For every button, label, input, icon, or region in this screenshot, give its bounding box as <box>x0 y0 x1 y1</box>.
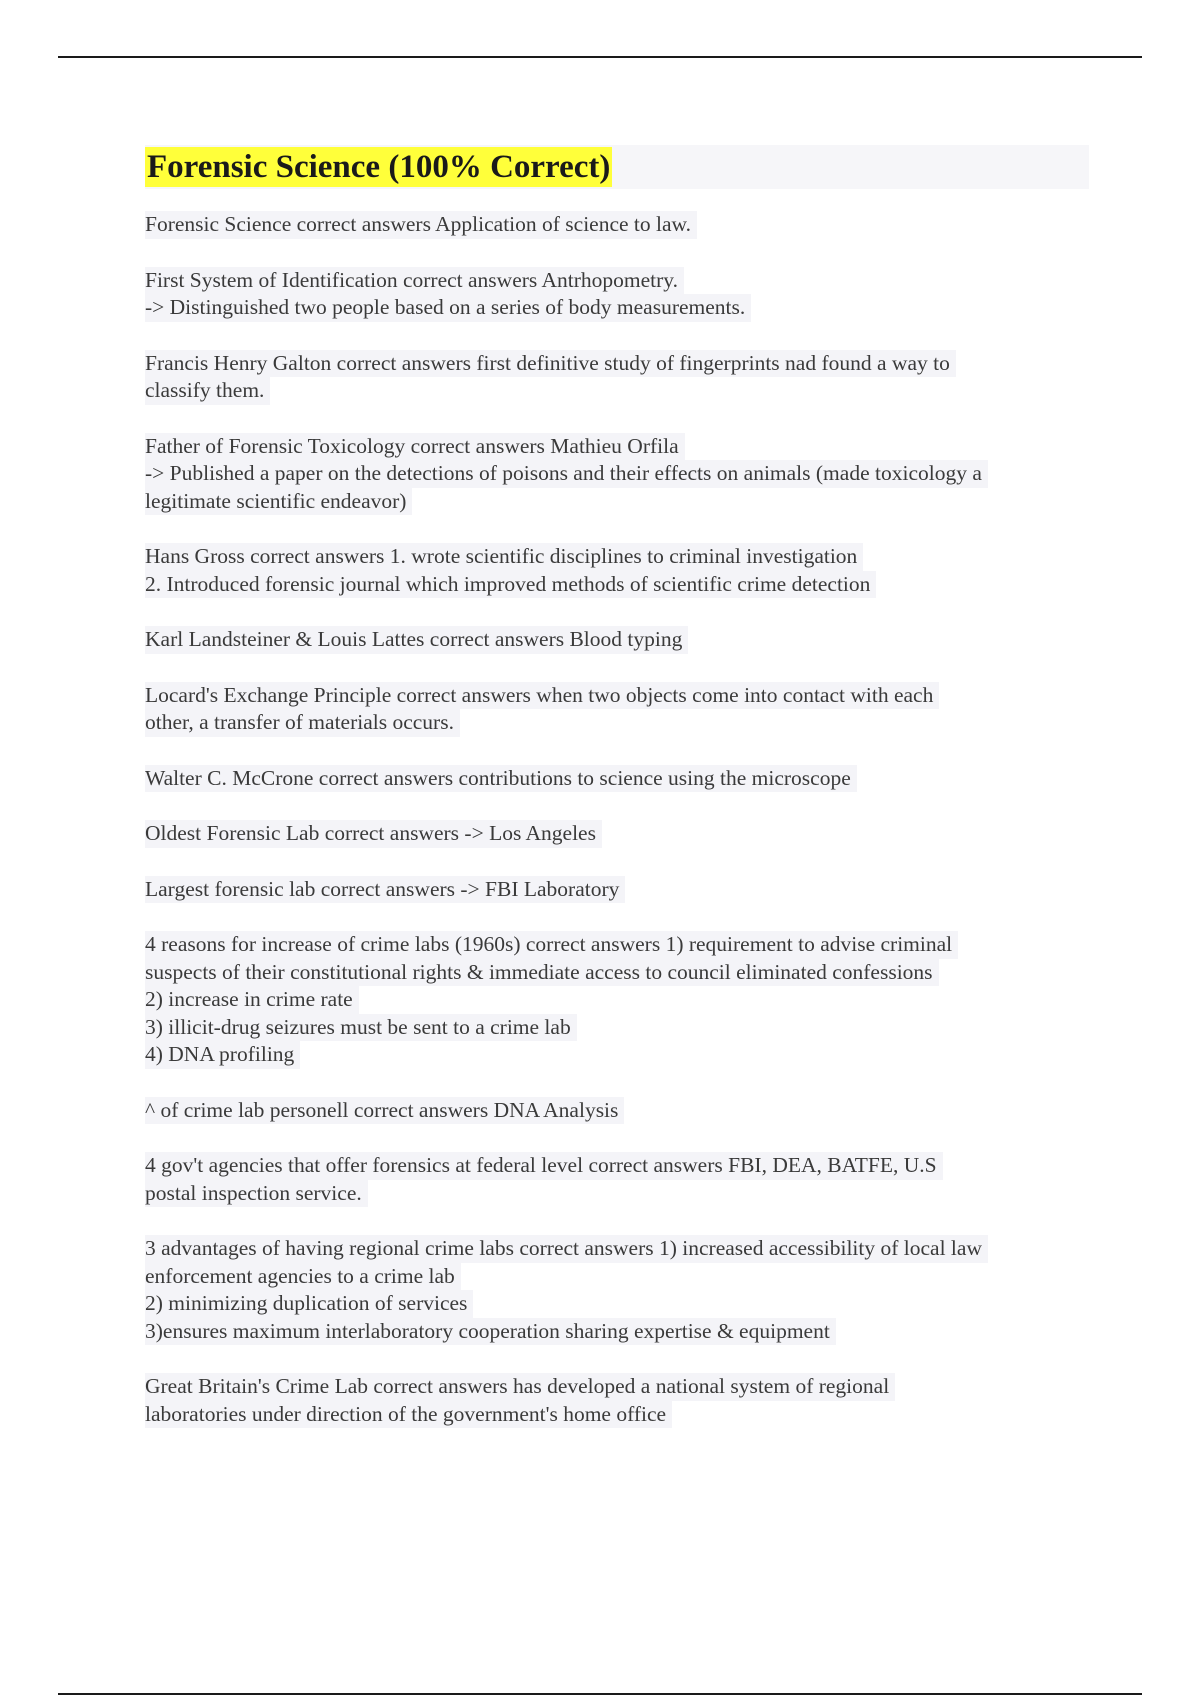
entry-line: -> Distinguished two people based on a series of body measurements. <box>145 294 751 322</box>
entry-line: 2. Introduced forensic journal which improved methods of scientific crime detection <box>145 571 876 599</box>
entry-line: postal inspection service. <box>145 1180 368 1208</box>
entry-line: 3 advantages of having regional crime labs correct answers 1) increased accessibility of local law <box>145 1235 988 1263</box>
entry-line: Hans Gross correct answers 1. wrote scientific disciplines to criminal investigation <box>145 543 863 571</box>
qa-entry <box>145 267 1089 322</box>
entry-line: other, a transfer of materials occurs. <box>145 709 460 737</box>
entry-line: Father of Forensic Toxicology correct answers Mathieu Orfila <box>145 433 685 461</box>
entry-line: 2) increase in crime rate <box>145 986 359 1014</box>
document-body <box>145 145 1089 1456</box>
entry-list <box>145 211 1089 1428</box>
entry-line: legitimate scientific endeavor) <box>145 488 412 516</box>
entry-line: 4 reasons for increase of crime labs (1960s) correct answers 1) requirement to advise criminal <box>145 931 958 959</box>
entry-line: Francis Henry Galton correct answers first definitive study of fingerprints nad found a way to <box>145 350 956 378</box>
bottom-rule <box>58 1693 1142 1695</box>
entry-line: -> Published a paper on the detections of poisons and their effects on animals (made toxicology a <box>145 460 988 488</box>
entry-line: Karl Landsteiner & Louis Lattes correct answers Blood typing <box>145 626 688 654</box>
entry-line: Great Britain's Crime Lab correct answers has developed a national system of regional <box>145 1373 895 1401</box>
qa-entry <box>145 1235 1089 1345</box>
entry-line: 4) DNA profiling <box>145 1041 300 1069</box>
entry-line: laboratories under direction of the government's home office <box>145 1401 672 1429</box>
top-rule <box>58 56 1142 58</box>
qa-entry <box>145 350 1089 405</box>
qa-entry <box>145 211 1089 239</box>
entry-line: classify them. <box>145 377 270 405</box>
entry-line: suspects of their constitutional rights & immediate access to council eliminated confessions <box>145 959 939 987</box>
qa-entry <box>145 682 1089 737</box>
qa-entry <box>145 433 1089 516</box>
qa-entry <box>145 765 1089 793</box>
qa-entry <box>145 543 1089 598</box>
entry-line: First System of Identification correct answers Antrhopometry. <box>145 267 684 295</box>
entry-line: Oldest Forensic Lab correct answers -> Los Angeles <box>145 820 602 848</box>
qa-entry <box>145 876 1089 904</box>
entry-line: 4 gov't agencies that offer forensics at federal level correct answers FBI, DEA, BATFE, U.S <box>145 1152 943 1180</box>
qa-entry <box>145 626 1089 654</box>
entry-line: ^ of crime lab personell correct answers DNA Analysis <box>145 1097 624 1125</box>
qa-entry <box>145 1152 1089 1207</box>
qa-entry <box>145 1097 1089 1125</box>
qa-entry <box>145 931 1089 1069</box>
entry-line: Locard's Exchange Principle correct answers when two objects come into contact with each <box>145 682 939 710</box>
document-title: Forensic Science (100% Correct) <box>147 149 611 185</box>
entry-line: 3)ensures maximum interlaboratory cooperation sharing expertise & equipment <box>145 1318 836 1346</box>
title-band <box>145 145 1089 189</box>
entry-line: 2) minimizing duplication of services <box>145 1290 473 1318</box>
entry-line: Forensic Science correct answers Application of science to law. <box>145 211 697 239</box>
qa-entry <box>145 820 1089 848</box>
entry-line: enforcement agencies to a crime lab <box>145 1263 461 1291</box>
entry-line: 3) illicit-drug seizures must be sent to a crime lab <box>145 1014 577 1042</box>
entry-line: Walter C. McCrone correct answers contributions to science using the microscope <box>145 765 857 793</box>
qa-entry <box>145 1373 1089 1428</box>
entry-line: Largest forensic lab correct answers -> FBI Laboratory <box>145 876 625 904</box>
